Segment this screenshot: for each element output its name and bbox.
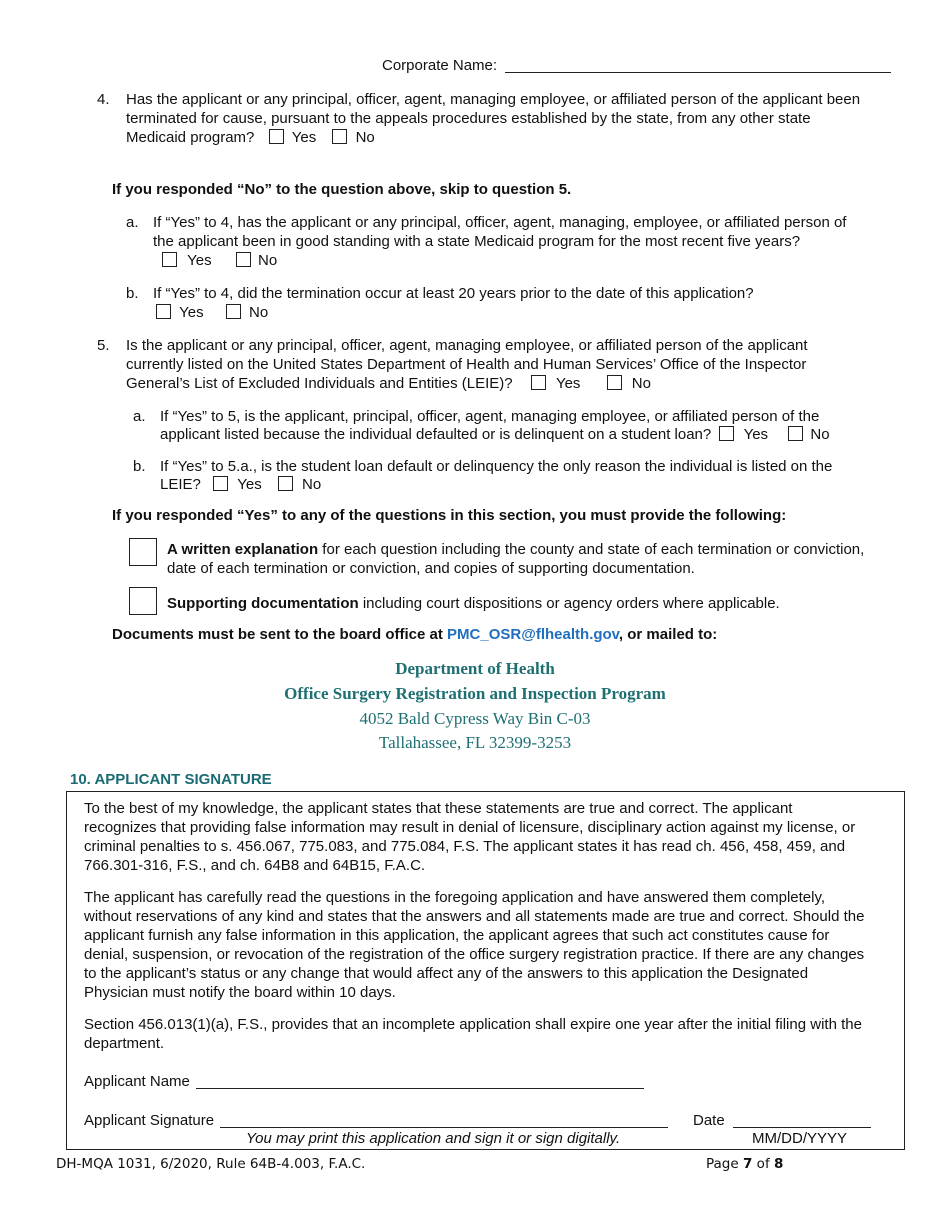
q4a-options [162,251,277,270]
attestation-p2-line5: to the applicant’s status or any change that would affect any of the answers to this application the Designated [84,965,809,982]
q5-yes-checkbox[interactable] [531,375,546,390]
corporate-name-label: Corporate Name: [382,57,498,74]
q5-text-line2: currently listed on the United States Department of Health and Human Services’ Office of the Inspector [126,356,807,373]
q4-yes-checkbox[interactable] [269,129,284,144]
q4-no-label: No [355,129,375,146]
q4a-no-checkbox[interactable] [236,252,251,267]
send-documents-line [112,625,717,644]
date-field[interactable] [733,1113,871,1128]
attestation-p2-line6: Physician must notify the board within 10 days. [84,984,396,1001]
q4-skip-note: If you responded “No” to the question above, skip to question 5. [112,181,572,198]
sign-note-text: You may print this application and sign it or sign digitally [246,1130,616,1147]
attestation-p2-line4: denial, suspension, or revocation of the registration of the office surgery registration practice. If there are any changes [84,946,865,963]
q5a-text-line2-label: applicant listed because the individual defaulted or is delinquent on a student loan? [160,426,712,443]
address-city: Tallahassee, FL 32399-3253 [378,733,572,752]
sign-note: You may print this application and sign it or sign digitally. [246,1130,621,1147]
attestation-p2-line2: without reservations of any kind and states that the answers and all statements made are true and correct. Should the [84,908,865,925]
q5-text-line3 [126,374,651,393]
q4a-text-line1: If “Yes” to 4, has the applicant or any principal, officer, agent, managing, employee, or affiliated person of [153,214,847,231]
q5a-yes-label: Yes [743,426,769,443]
section-10-title: 10. APPLICANT SIGNATURE [70,771,272,788]
supporting-documentation-checkbox[interactable] [129,587,157,615]
form-id: DH-MQA 1031, 6/2020, Rule 64B-4.003, F.A.C. [56,1156,366,1172]
applicant-signature-label: Applicant Signature [84,1112,215,1129]
q5-no-checkbox[interactable] [607,375,622,390]
applicant-name-row [84,1072,644,1091]
q4b-no-checkbox[interactable] [226,304,241,319]
address-program: Office Surgery Registration and Inspection Program [284,684,666,703]
attestation-p1-line3: criminal penalties to s. 456.067, 775.083, and 775.084, F.S. The applicant states it has read ch. 456, 458, 459, and [84,838,846,855]
q4b-yes-label: Yes [179,304,204,321]
q4a-yes-checkbox[interactable] [162,252,177,267]
corporate-name-field[interactable] [505,58,891,73]
page-prefix: Page [706,1156,743,1172]
q5a-no-checkbox[interactable] [788,426,803,441]
written-explanation-text: for each question including the county and state of each termination or conviction, [318,541,865,558]
page-of: of [752,1156,774,1172]
q5a-text-line2 [160,425,830,444]
q5b-no-checkbox[interactable] [278,476,293,491]
send-suffix: , or mailed to: [618,626,718,643]
attestation-p3-line2: department. [84,1035,165,1052]
page-total: 8 [774,1156,784,1172]
q4-text-line2: terminated for cause, pursuant to the appeals procedures established by the state, from any other state [126,110,811,127]
applicant-signature-row [84,1111,668,1130]
applicant-name-label: Applicant Name [84,1073,190,1090]
q4-text-line3 [126,128,375,147]
q5a-no-label: No [810,426,830,443]
q4a-no-label: No [258,252,278,269]
page-current: 7 [742,1156,753,1172]
q4b-yes-checkbox[interactable] [156,304,171,319]
supporting-documentation-title: Supporting documentation [167,595,359,612]
page-number [706,1155,783,1174]
supporting-documentation-text: including court dispositions or agency orders where applicable. [358,595,780,612]
q4b-label: b. [126,285,139,302]
q5b-text-line2-label: LEIE? [160,476,201,493]
date-row [693,1111,871,1130]
q4-number: 4. [97,91,110,108]
q4-no-checkbox[interactable] [332,129,347,144]
attestation-p2-line1: The applicant has carefully read the questions in the foregoing application and have answered them completely, [84,889,826,906]
q5a-text-line1: If “Yes” to 5, is the applicant, principal, officer, agent, managing employee, or affiliated person of the [160,408,820,425]
q5b-label: b. [133,458,146,475]
written-explanation-title: A written explanation [167,541,319,558]
q4-yes-label: Yes [291,129,317,146]
q5b-yes-label: Yes [237,476,262,493]
q5b-text-line1: If “Yes” to 5.a., is the student loan default or delinquency the only reason the individual is listed on the [160,458,833,475]
q4b-text: If “Yes” to 4, did the termination occur at least 20 years prior to the date of this application? [153,285,754,302]
q5a-label: a. [133,408,146,425]
applicant-name-field[interactable] [196,1074,644,1089]
date-label: Date [693,1112,725,1129]
applicant-signature-field[interactable] [220,1113,668,1128]
attestation-p1-line4: 766.301-316, F.S., and ch. 64B8 and 64B15, F.A.C. [84,857,426,874]
q4-text-line1: Has the applicant or any principal, officer, agent, managing employee, or affiliated person of the applicant been [126,91,861,108]
corporate-name-row [382,56,891,75]
written-explanation-line1 [167,540,864,559]
attestation-p1-line1: To the best of my knowledge, the applicant states that these statements are true and correct. The applicant [84,800,793,817]
requirements-heading: If you responded “Yes” to any of the questions in this section, you must provide the following: [112,507,787,524]
q5-yes-label: Yes [555,375,581,392]
q5-number: 5. [97,337,110,354]
attestation-p1-line2: recognizes that providing false information may result in denial of licensure, disciplinary action against my license, or [84,819,856,836]
q5-text-line1: Is the applicant or any principal, officer, agent, managing employee, or affiliated person of the applicant [126,337,808,354]
written-explanation-checkbox[interactable] [129,538,157,566]
written-explanation-line2: date of each termination or conviction, and copies of supporting documentation. [167,560,695,577]
address-department: Department of Health [395,659,555,678]
q4a-yes-label: Yes [187,252,212,269]
q4-text-line3-label: Medicaid program? [126,129,255,146]
q5b-no-label: No [302,476,322,493]
attestation-p3-line1: Section 456.013(1)(a), F.S., provides that an incomplete application shall expire one year after the initial filing with the [84,1016,862,1033]
q4b-no-label: No [249,304,269,321]
q5-text-line3-label: General’s List of Excluded Individuals and Entities (LEIE)? [126,375,513,392]
q5b-text-line2 [160,475,321,494]
attestation-p2-line3: applicant furnish any false information in this application, the applicant agrees that such act constitutes cause for [84,927,830,944]
q4b-options [156,303,268,322]
q5a-yes-checkbox[interactable] [719,426,734,441]
q4a-label: a. [126,214,139,231]
email-link[interactable]: PMC_OSR@flhealth.gov [447,626,619,643]
q4a-text-line2: the applicant been in good standing with a state Medicaid program for the most recent five years? [153,233,801,250]
supporting-documentation-line [167,594,780,613]
q5-no-label: No [631,375,651,392]
send-prefix: Documents must be sent to the board office at [112,626,448,643]
q5b-yes-checkbox[interactable] [213,476,228,491]
date-format-hint: MM/DD/YYYY [752,1130,848,1147]
address-street: 4052 Bald Cypress Way Bin C-03 [359,709,591,728]
